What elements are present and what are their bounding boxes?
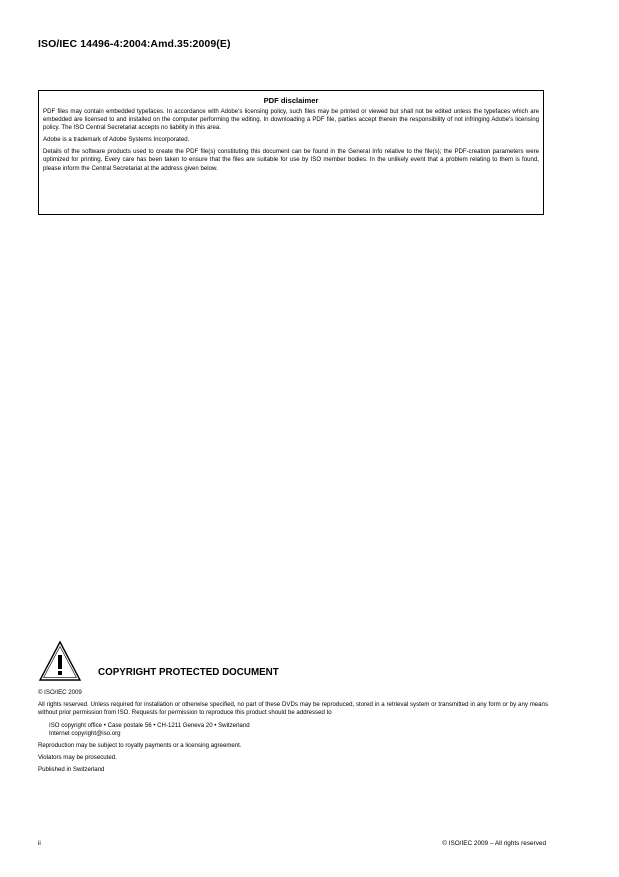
copyright-published-text: Published in Switzerland — [38, 766, 105, 774]
copyright-royalty-text: Reproduction may be subject to royalty payments or a licensing agreement. — [38, 742, 242, 750]
footer-rights-text: © ISO/IEC 2009 – All rights reserved — [442, 840, 546, 847]
disclaimer-paragraph-trademark: Adobe is a trademark of Adobe Systems Incorporated. — [43, 136, 190, 144]
page-footer — [38, 840, 546, 847]
copyright-violators-text: Violators may be prosecuted. — [38, 754, 117, 762]
copyright-notice: © ISO/IEC 2009 — [38, 689, 82, 696]
copyright-office-address: ISO copyright office • Case postale 56 • CH-1211 Geneva 20 • Switzerland — [49, 721, 250, 729]
copyright-body — [38, 689, 548, 775]
disclaimer-title: PDF disclaimer — [263, 96, 319, 105]
warning-triangle-icon — [38, 640, 82, 682]
document-header: ISO/IEC 14496-4:2004:Amd.35:2009(E) — [38, 38, 231, 50]
copyright-section — [38, 640, 548, 779]
copyright-title: COPYRIGHT PROTECTED DOCUMENT — [98, 667, 279, 678]
disclaimer-paragraph-software: Details of the software products used to create the PDF file(s) constituting this document can be found in the General Info relative to the file(s); the PDF-creation parameters were optimized for printing. Every care has been taken to ensure that the files are suitable for use by ISO member bodies. In the unlikely event that a problem relating to them is found, please inform the Central Secretariat at the address given below. — [43, 148, 539, 172]
copyright-heading-row — [38, 640, 548, 682]
page-number: ii — [38, 840, 41, 847]
pdf-disclaimer-box — [38, 90, 544, 215]
copyright-rights-text: All rights reserved. Unless required for installation or otherwise specified, no part of these DVDs may be reproduced, stored in a retrieval system or transmitted in any form or by any means without prior permission from ISO. Requests for permission to reproduce this product should be addressed to — [38, 701, 548, 717]
disclaimer-paragraph-typefaces: PDF files may contain embedded typefaces. In accordance with Adobe's licensing policy, such files may be printed or viewed but shall not be edited unless the typefaces which are embedded are licensed to and installed on the computer performing the editing. In downloading a PDF file, parties accept therein the responsibility of not infringing Adobe's licensing policy. The ISO Central Secretariat accepts no liability in this area. — [43, 108, 539, 132]
copyright-internet: Internet copyright@iso.org — [49, 729, 121, 737]
